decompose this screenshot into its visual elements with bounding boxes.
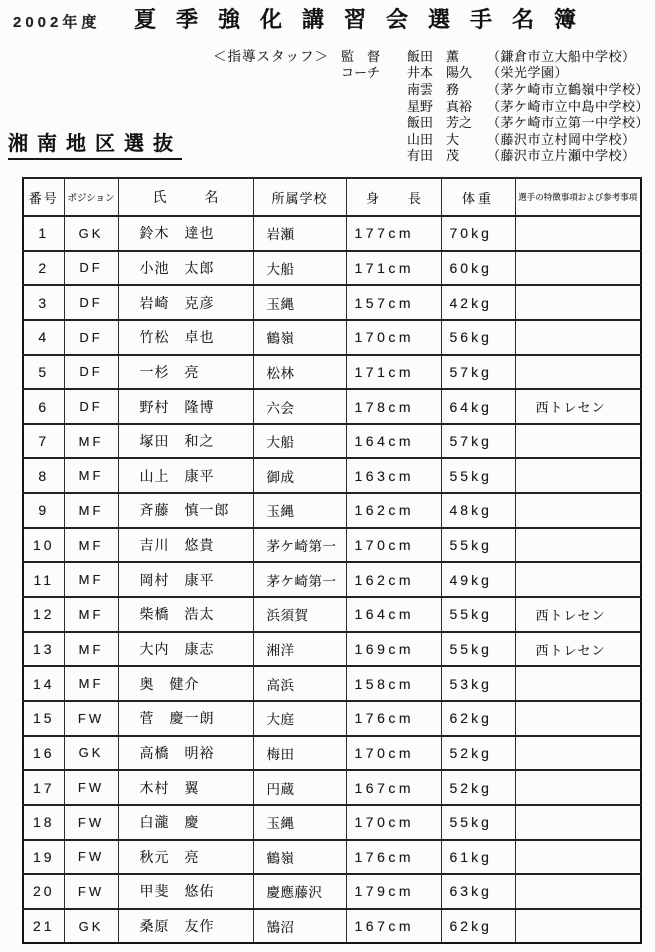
player-name-cell: 大内 康志 <box>118 632 253 667</box>
note-cell <box>515 874 641 909</box>
table-row <box>23 840 641 875</box>
height-cell: 169cm <box>346 632 441 667</box>
player-name-cell: 野村 隆博 <box>118 389 253 424</box>
school-cell: 湘洋 <box>253 632 346 667</box>
staff-name: 星野 真裕 <box>407 98 473 114</box>
table-row <box>23 493 641 528</box>
player-name-cell: 木村 翼 <box>118 770 253 805</box>
school-cell: 御成 <box>253 458 346 493</box>
roster-table <box>22 177 642 944</box>
player-number-cell: 13 <box>23 632 64 667</box>
col-header-notes: 選手の特徴事項および参考事項 <box>515 178 641 216</box>
year-label: 2002年度 <box>13 14 101 31</box>
weight-cell: 70kg <box>441 216 515 251</box>
region-label: 湘南地区選抜 <box>8 127 182 160</box>
school-cell: 大船 <box>253 424 346 459</box>
player-name-cell: 白瀧 慶 <box>118 805 253 840</box>
staff-school: （茅ケ崎市立第一中学校） <box>487 115 650 131</box>
school-cell: 慶應藤沢 <box>253 874 346 909</box>
player-number-cell: 11 <box>23 562 64 597</box>
note-cell: 西トレセン <box>515 389 641 424</box>
player-number-cell: 21 <box>23 909 64 944</box>
staff-name: 飯田 芳之 <box>407 115 473 131</box>
weight-cell: 64kg <box>441 389 515 424</box>
player-number-cell: 7 <box>23 424 64 459</box>
player-name-cell: 鈴木 達也 <box>118 216 253 251</box>
table-row <box>23 216 641 251</box>
position-cell: DF <box>64 355 118 390</box>
player-name-cell: 一杉 亮 <box>118 355 253 390</box>
position-cell: DF <box>64 389 118 424</box>
school-cell: 松林 <box>253 355 346 390</box>
staff-name: 山田 大 <box>407 131 460 147</box>
position-cell: DF <box>64 251 118 286</box>
staff-row <box>213 97 653 114</box>
staff-name: 井本 陽久 <box>407 65 473 81</box>
position-cell: GK <box>64 909 118 944</box>
note-cell: 西トレセン <box>515 597 641 632</box>
page-title: 夏季強化講習会選手名簿 <box>134 7 597 32</box>
height-cell: 179cm <box>346 874 441 909</box>
weight-cell: 62kg <box>441 701 515 736</box>
player-number-cell: 8 <box>23 458 64 493</box>
player-number-cell: 15 <box>23 701 64 736</box>
weight-cell: 60kg <box>441 251 515 286</box>
height-cell: 171cm <box>346 251 441 286</box>
staff-row <box>213 47 653 64</box>
weight-cell: 55kg <box>441 805 515 840</box>
note-cell <box>515 285 641 320</box>
player-number-cell: 20 <box>23 874 64 909</box>
player-name-cell: 塚田 和之 <box>118 424 253 459</box>
player-name-cell: 高橋 明裕 <box>118 736 253 771</box>
school-cell: 浜須賀 <box>253 597 346 632</box>
note-cell: 西トレセン <box>515 632 641 667</box>
height-cell: 176cm <box>346 701 441 736</box>
height-cell: 157cm <box>346 285 441 320</box>
player-name-cell: 斉藤 慎一郎 <box>118 493 253 528</box>
player-name-cell: 奥 健介 <box>118 666 253 701</box>
staff-name: 南雲 務 <box>407 81 460 97</box>
position-cell: FW <box>64 701 118 736</box>
table-row <box>23 562 641 597</box>
col-header-name: 氏 名 <box>118 178 253 216</box>
weight-cell: 61kg <box>441 840 515 875</box>
height-cell: 178cm <box>346 389 441 424</box>
position-cell: FW <box>64 840 118 875</box>
weight-cell: 42kg <box>441 285 515 320</box>
table-row <box>23 320 641 355</box>
position-cell: MF <box>64 493 118 528</box>
player-name-cell: 菅 慶一朗 <box>118 701 253 736</box>
school-cell: 鵠沼 <box>253 909 346 944</box>
note-cell <box>515 805 641 840</box>
position-cell: DF <box>64 320 118 355</box>
staff-block <box>213 47 653 163</box>
school-cell: 玉縄 <box>253 285 346 320</box>
height-cell: 162cm <box>346 493 441 528</box>
player-number-cell: 1 <box>23 216 64 251</box>
player-number-cell: 6 <box>23 389 64 424</box>
school-cell: 円蔵 <box>253 770 346 805</box>
height-cell: 164cm <box>346 424 441 459</box>
note-cell <box>515 770 641 805</box>
player-number-cell: 4 <box>23 320 64 355</box>
position-cell: GK <box>64 736 118 771</box>
player-number-cell: 10 <box>23 528 64 563</box>
staff-school: （茅ケ崎市立鶴嶺中学校） <box>487 81 650 97</box>
player-name-cell: 吉川 悠貴 <box>118 528 253 563</box>
table-row <box>23 909 641 944</box>
note-cell <box>515 701 641 736</box>
school-cell: 玉縄 <box>253 493 346 528</box>
player-number-cell: 3 <box>23 285 64 320</box>
weight-cell: 52kg <box>441 736 515 771</box>
player-name-cell: 山上 康平 <box>118 458 253 493</box>
school-cell: 大庭 <box>253 701 346 736</box>
table-row <box>23 632 641 667</box>
table-row <box>23 251 641 286</box>
staff-row <box>213 80 653 97</box>
player-name-cell: 小池 太郎 <box>118 251 253 286</box>
height-cell: 170cm <box>346 736 441 771</box>
note-cell <box>515 458 641 493</box>
position-cell: FW <box>64 770 118 805</box>
player-name-cell: 柴橋 浩太 <box>118 597 253 632</box>
table-row <box>23 770 641 805</box>
player-number-cell: 2 <box>23 251 64 286</box>
staff-row <box>213 64 653 81</box>
player-name-cell: 岡村 康平 <box>118 562 253 597</box>
table-row <box>23 805 641 840</box>
weight-cell: 55kg <box>441 597 515 632</box>
height-cell: 167cm <box>346 909 441 944</box>
height-cell: 158cm <box>346 666 441 701</box>
weight-cell: 55kg <box>441 528 515 563</box>
player-name-cell: 秋元 亮 <box>118 840 253 875</box>
position-cell: MF <box>64 528 118 563</box>
staff-row <box>213 147 653 164</box>
player-number-cell: 16 <box>23 736 64 771</box>
position-cell: DF <box>64 285 118 320</box>
height-cell: 177cm <box>346 216 441 251</box>
staff-role: 監 督 <box>341 48 381 64</box>
weight-cell: 57kg <box>441 355 515 390</box>
player-number-cell: 12 <box>23 597 64 632</box>
table-row <box>23 458 641 493</box>
height-cell: 171cm <box>346 355 441 390</box>
weight-cell: 63kg <box>441 874 515 909</box>
player-name-cell: 甲斐 悠佑 <box>118 874 253 909</box>
table-row <box>23 424 641 459</box>
weight-cell: 52kg <box>441 770 515 805</box>
table-row <box>23 389 641 424</box>
note-cell <box>515 216 641 251</box>
staff-school: （鎌倉市立大船中学校） <box>487 48 636 64</box>
col-header-position: ポジション <box>64 178 118 216</box>
player-number-cell: 17 <box>23 770 64 805</box>
height-cell: 176cm <box>346 840 441 875</box>
col-header-school: 所属学校 <box>253 178 346 216</box>
height-cell: 170cm <box>346 805 441 840</box>
weight-cell: 55kg <box>441 632 515 667</box>
school-cell: 岩瀬 <box>253 216 346 251</box>
staff-school: （栄光学園） <box>487 65 569 81</box>
player-number-cell: 19 <box>23 840 64 875</box>
school-cell: 茅ケ崎第一 <box>253 562 346 597</box>
height-cell: 170cm <box>346 320 441 355</box>
note-cell <box>515 355 641 390</box>
height-cell: 163cm <box>346 458 441 493</box>
staff-row <box>213 113 653 130</box>
staff-school: （藤沢市立片瀬中学校） <box>487 148 636 164</box>
player-number-cell: 14 <box>23 666 64 701</box>
school-cell: 玉縄 <box>253 805 346 840</box>
table-row <box>23 666 641 701</box>
staff-section-label: ＜指導スタッフ＞ <box>213 49 329 65</box>
player-name-cell: 岩崎 克彦 <box>118 285 253 320</box>
school-cell: 鶴嶺 <box>253 840 346 875</box>
note-cell <box>515 909 641 944</box>
note-cell <box>515 424 641 459</box>
player-name-cell: 竹松 卓也 <box>118 320 253 355</box>
note-cell <box>515 528 641 563</box>
school-cell: 茅ケ崎第一 <box>253 528 346 563</box>
note-cell <box>515 251 641 286</box>
height-cell: 170cm <box>346 528 441 563</box>
weight-cell: 55kg <box>441 458 515 493</box>
position-cell: FW <box>64 805 118 840</box>
staff-name: 飯田 薫 <box>407 48 460 64</box>
school-cell: 梅田 <box>253 736 346 771</box>
position-cell: MF <box>64 562 118 597</box>
note-cell <box>515 562 641 597</box>
school-cell: 高浜 <box>253 666 346 701</box>
table-row <box>23 701 641 736</box>
table-row <box>23 597 641 632</box>
col-header-height: 身 長 <box>346 178 441 216</box>
position-cell: FW <box>64 874 118 909</box>
school-cell: 六会 <box>253 389 346 424</box>
height-cell: 164cm <box>346 597 441 632</box>
position-cell: MF <box>64 632 118 667</box>
table-row <box>23 285 641 320</box>
weight-cell: 53kg <box>441 666 515 701</box>
school-cell: 鶴嶺 <box>253 320 346 355</box>
note-cell <box>515 493 641 528</box>
weight-cell: 48kg <box>441 493 515 528</box>
position-cell: MF <box>64 458 118 493</box>
staff-row <box>213 130 653 147</box>
staff-name: 有田 茂 <box>407 148 460 164</box>
weight-cell: 57kg <box>441 424 515 459</box>
table-row <box>23 355 641 390</box>
player-number-cell: 18 <box>23 805 64 840</box>
height-cell: 162cm <box>346 562 441 597</box>
note-cell <box>515 736 641 771</box>
school-cell: 大船 <box>253 251 346 286</box>
staff-role: コーチ <box>341 65 381 81</box>
col-header-weight: 体重 <box>441 178 515 216</box>
player-number-cell: 5 <box>23 355 64 390</box>
height-cell: 167cm <box>346 770 441 805</box>
weight-cell: 56kg <box>441 320 515 355</box>
position-cell: MF <box>64 666 118 701</box>
position-cell: GK <box>64 216 118 251</box>
weight-cell: 62kg <box>441 909 515 944</box>
col-header-number: 番号 <box>23 178 64 216</box>
note-cell <box>515 840 641 875</box>
player-number-cell: 9 <box>23 493 64 528</box>
weight-cell: 49kg <box>441 562 515 597</box>
position-cell: MF <box>64 424 118 459</box>
table-row <box>23 736 641 771</box>
table-row <box>23 528 641 563</box>
note-cell <box>515 666 641 701</box>
staff-school: （藤沢市立村岡中学校） <box>487 131 636 147</box>
note-cell <box>515 320 641 355</box>
player-name-cell: 桑原 友作 <box>118 909 253 944</box>
position-cell: MF <box>64 597 118 632</box>
table-row <box>23 874 641 909</box>
staff-school: （茅ケ崎市立中島中学校） <box>487 98 650 114</box>
table-header-row <box>23 178 641 216</box>
